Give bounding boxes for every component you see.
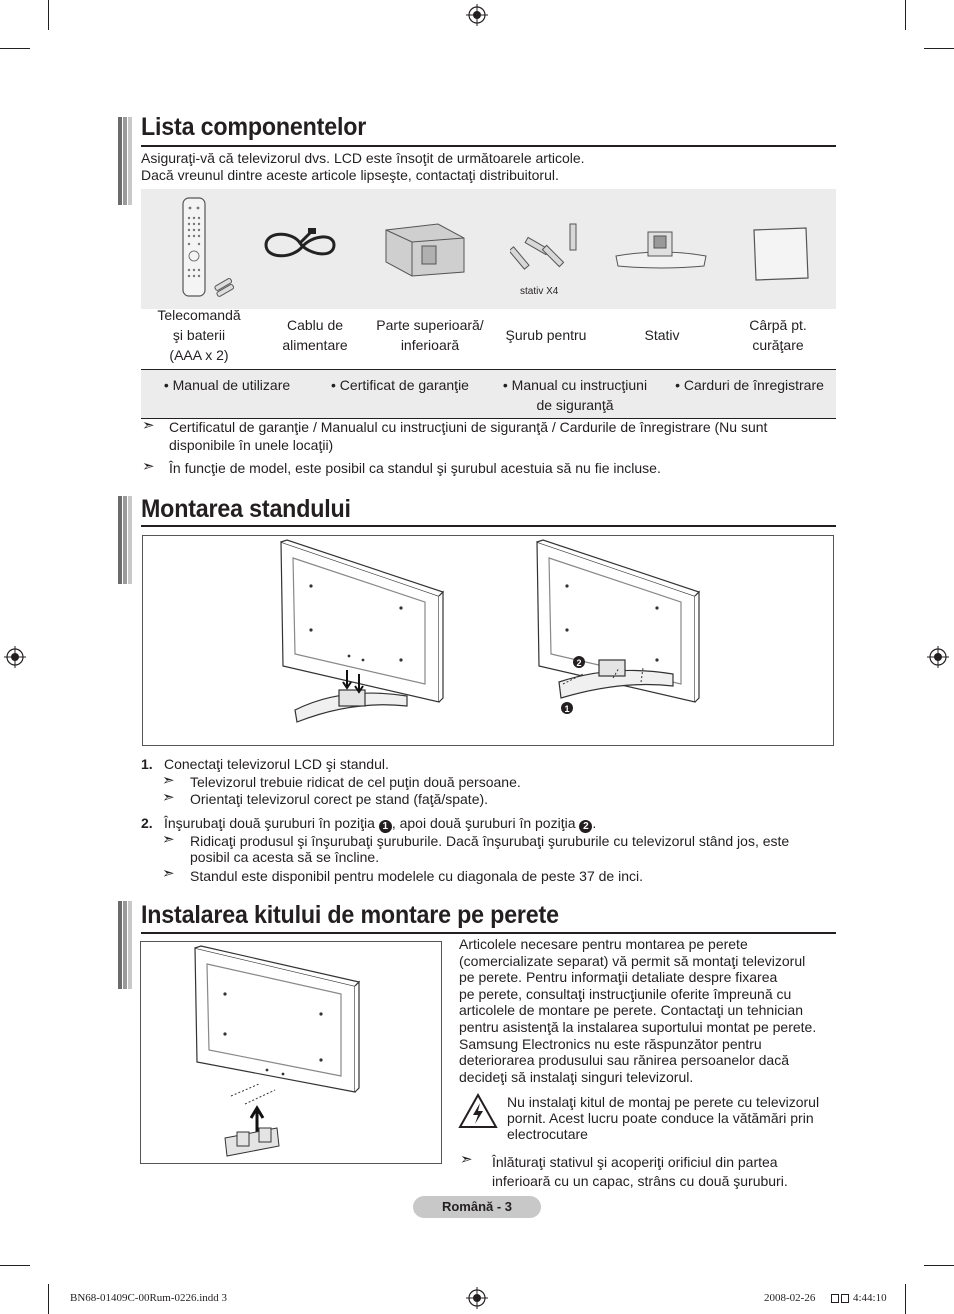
step1-text: Conectaţi televizorul LCD şi standul.: [164, 756, 389, 772]
wall-note-line2: inferioară cu un capac, strâns cu două şuruburi.: [492, 1173, 788, 1189]
step1-note1: Televizorul trebuie ridicat de cel puţin două persoane.: [190, 774, 521, 790]
section-bar: [118, 901, 132, 989]
power-cable-icon: [262, 225, 338, 267]
section-rule: [141, 525, 836, 527]
stand-icon: [612, 228, 710, 270]
item-label-screws: Şurub pentru: [505, 327, 587, 343]
step2-note1-line2: posibil ca acesta să se încline.: [190, 849, 380, 865]
stand-illustration-frame: [142, 535, 834, 746]
wall-illustration-frame: [140, 941, 442, 1164]
callout-2: 2: [576, 658, 582, 668]
stand-bracket-icon: [378, 220, 468, 278]
item-label-cloth: Cârpă pt. curăţare: [749, 317, 807, 353]
page-number-label: Română - 3: [413, 1196, 541, 1218]
registration-mark-icon: [466, 1287, 488, 1309]
crop-mark: [905, 1284, 906, 1314]
wall-paragraph: Articolele necesare pentru montarea pe perete (comercializate separat) vă permit să montaţi televizorul pe perete. Pentru informaţii detaliate despre fixarea pe perete, consultaţi instrucţiunile oferite împreună cu articolele de montare pe perete. Contactaţi un tehnician pentru asistenţă la instalarea suportului montat pe perete. Samsung Electronics nu este răspunzător pentru deteriorarea produsului sau rănirea persoanelor dacă decideţi să instalaţi singuri televizorul.: [459, 936, 817, 1085]
section-bar: [118, 117, 132, 205]
crop-mark: [924, 48, 954, 49]
components-note1-line2: disponibile în unele locaţii): [169, 437, 334, 453]
section-rule: [141, 145, 836, 147]
crop-mark: [905, 0, 906, 30]
document-item: • Certificat de garanţie: [331, 377, 469, 393]
callout-2-inline: 2: [579, 820, 592, 833]
crop-mark: [48, 0, 49, 30]
footer-time: 4:44:10: [853, 1292, 887, 1304]
electric-hazard-icon: [458, 1093, 498, 1129]
item-label-bracket: Parte superioară/ inferioară: [376, 317, 484, 353]
step-number: 1.: [141, 756, 153, 772]
crop-mark: [48, 1284, 49, 1314]
screws-note: stativ X4: [520, 286, 559, 297]
document-item: • Manual de utilizare: [163, 377, 291, 393]
callout-1: 1: [564, 704, 570, 714]
registration-mark-icon: [927, 646, 949, 668]
crop-mark: [0, 1265, 30, 1266]
step2-note2: Standul este disponibil pentru modelele cu diagonala de peste 37 de inci.: [190, 868, 643, 884]
callout-1-inline: 1: [379, 820, 392, 833]
footer-file: BN68-01409C-00Rum-0226.indd 3: [70, 1292, 228, 1304]
item-label-remote: Telecomandă şi baterii (AAA x 2): [157, 307, 241, 363]
components-intro-line2: Dacă vreunul dintre aceste articole lipseşte, contactaţi distribuitorul.: [141, 167, 559, 183]
cleaning-cloth-icon: [750, 226, 810, 282]
wall-note-line1: Înlăturaţi stativul şi acoperiţi orificiul din partea: [492, 1154, 778, 1170]
item-label-stand: Stativ: [644, 327, 680, 343]
registration-mark-icon: [466, 4, 488, 26]
placeholder-glyph-icon: [831, 1294, 839, 1303]
section-title-wall: Instalarea kitului de montare pe perete: [141, 901, 559, 929]
step-number: 2.: [141, 815, 153, 831]
note-arrow-icon: ➣: [142, 458, 155, 475]
note-arrow-icon: ➣: [162, 865, 175, 882]
registration-mark-icon: [4, 646, 26, 668]
step2-text: Înşurubaţi două şuruburi în poziţia 1 , apoi două şuruburi în poziţia 2 .: [164, 815, 597, 832]
components-note1-line1: Certificatul de garanţie / Manualul cu instrucţiuni de siguranţă / Cardurile de înregistrare (Nu sunt: [169, 419, 768, 435]
wall-warning: Nu instalaţi kitul de montaj pe perete cu televizorul pornit. Acest lucru poate conduce la vătămări prin electrocutare: [507, 1094, 820, 1142]
screws-icon: [510, 220, 584, 276]
section-title-stand: Montarea standului: [141, 495, 351, 523]
note-arrow-icon: ➣: [460, 1151, 473, 1168]
remote-control-icon: [178, 196, 238, 300]
footer-date: 2008-02-26: [764, 1292, 816, 1304]
section-title-components: Lista componentelor: [141, 113, 367, 141]
wall-mount-illustration: [141, 942, 441, 1163]
note-arrow-icon: ➣: [162, 772, 175, 789]
document-item: • Carduri de înregistrare: [675, 377, 824, 393]
components-note2: În funcţie de model, este posibil ca standul şi şurubul acestuia să nu fie incluse.: [169, 460, 661, 476]
components-image-row: [141, 189, 836, 309]
step2-note1-line1: Ridicaţi produsul şi înşurubaţi şuruburile. Dacă înşurubaţi şuruburile cu televizorul stând jos, este: [190, 833, 790, 849]
placeholder-glyph-icon: [841, 1294, 849, 1303]
note-arrow-icon: ➣: [162, 789, 175, 806]
crop-mark: [924, 1265, 954, 1266]
components-intro-line1: Asiguraţi-vă că televizorul dvs. LCD este însoţit de următoarele articole.: [141, 150, 585, 166]
step1-note2: Orientaţi televizorul corect pe stand (faţă/spate).: [190, 791, 489, 807]
section-bar: [118, 496, 132, 584]
crop-mark: [0, 48, 30, 49]
document-item: • Manual cu instrucţiuni de siguranţă: [502, 377, 648, 413]
stand-assembly-illustration: [143, 536, 833, 745]
note-arrow-icon: ➣: [142, 417, 155, 434]
item-label-cable: Cablu de alimentare: [282, 317, 348, 353]
note-arrow-icon: ➣: [162, 831, 175, 848]
section-rule: [141, 932, 836, 934]
